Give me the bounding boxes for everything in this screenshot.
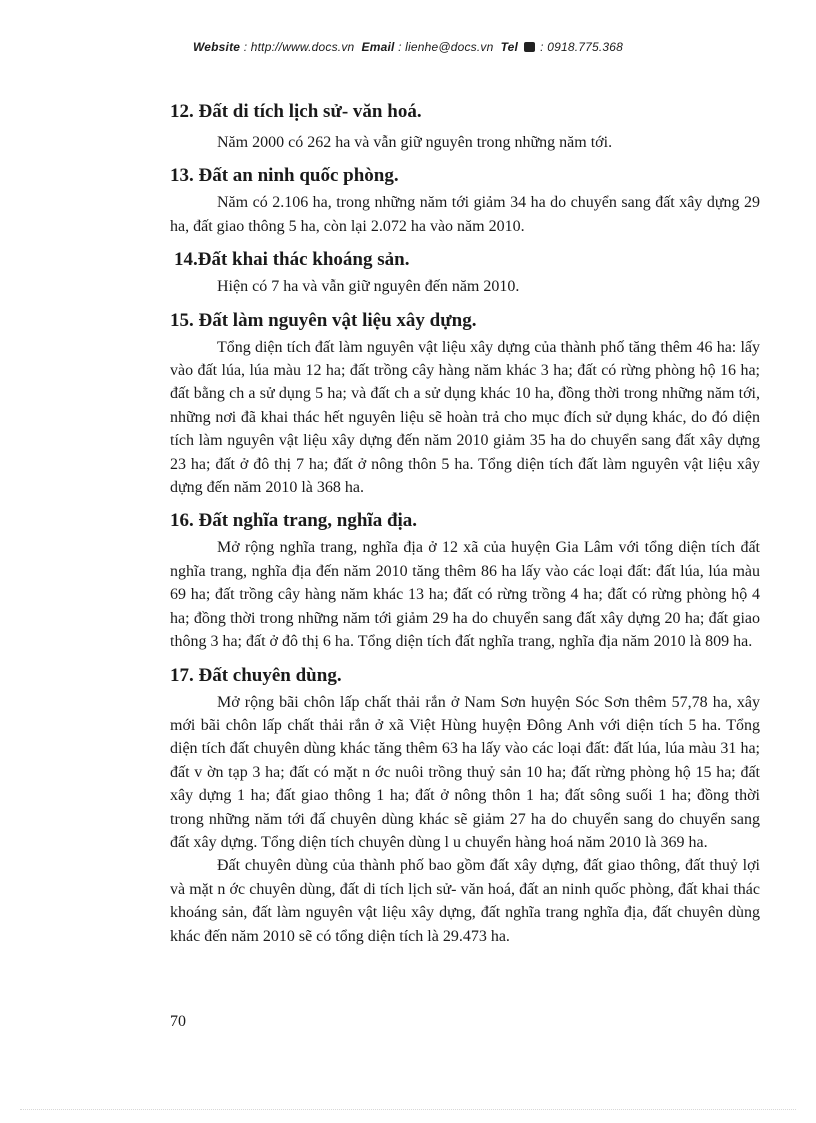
website-label: Website (192, 40, 241, 54)
section-text-17b: Đất chuyên dùng của thành phố bao gồm đất xây dựng, đất giao thông, đất thuỷ lợi và mặt n ớc chuyên dùng, đất di tích lịch sử- văn hoá, đất an ninh quốc phòng, đất khai thác khoáng sản, đất làm nguyên vật liệu xây dựng, đất nghĩa trang nghĩa địa, đất chuyên dùng khác đến năm 2010 sẽ có tổng diện tích là 29.473 ha. (170, 857, 760, 945)
page-number: 70 (170, 1013, 186, 1030)
section-heading-16: 16. Đất nghĩa trang, nghĩa địa. (170, 510, 418, 532)
section-heading-14: 14.Đất khai thác khoáng sản. (174, 249, 410, 271)
section-heading-13: 13. Đất an ninh quốc phòng. (170, 165, 399, 187)
tel-number: : 0918.775.368 (540, 40, 624, 54)
section-heading-17: 17. Đất chuyên dùng. (170, 664, 342, 686)
email-address[interactable]: : lienhe@docs.vn (398, 40, 494, 54)
section-heading-12: 12. Đất di tích lịch sử- văn hoá. (170, 101, 422, 122)
page-header (0, 40, 816, 54)
section-text-12: Năm 2000 có 262 ha và vẫn giữ nguyên trong những năm tới. (217, 134, 613, 151)
website-url[interactable]: : http://www.docs.vn (243, 40, 355, 54)
section-text-14: Hiện có 7 ha và vẫn giữ nguyên đến năm 2010. (217, 278, 520, 296)
document-body (170, 97, 760, 948)
section-heading-15: 15. Đất làm nguyên vật liệu xây dựng. (170, 309, 477, 331)
tel-label: Tel (500, 40, 519, 54)
section-text-16: Mở rộng nghĩa trang, nghĩa địa ở 12 xã của huyện Gia Lâm với tổng diện tích đất nghĩa trang, nghĩa địa đến năm 2010 tăng thêm 86 ha lấy vào các loại đất: đất lúa, lúa màu 69 ha; đất trồng cây hàng năm khác 13 ha; đất có rừng trồng 4 ha; đất có rừng phòng hộ 4 ha; đồng thời trong những năm tới giảm 29 ha do chuyển sang đất xây dựng 20 ha; đất giao thông 3 ha; đất ở đô thị 6 ha. Tổng diện tích đất nghĩa trang, nghĩa địa năm 2010 là 809 ha. (170, 539, 760, 651)
email-label: Email (361, 40, 395, 54)
section-text-17a: Mở rộng bãi chôn lấp chất thải rắn ở Nam Sơn huyện Sóc Sơn thêm 57,78 ha, xây mới bãi chôn lấp chất thải rắn ở xã Việt Hùng huyện Đông Anh với diện tích 5 ha. Tổng diện tích đất chuyên dùng khác tăng thêm 63 ha lấy vào các loại đất: đất lúa, lúa màu 31 ha; đất v ờn tạp 3 ha; đất có mặt n ớc nuôi trồng thuỷ sản 10 ha; đất rừng phòng hộ 15 ha; đất xây dựng 1 ha; đất giao thông 1 ha; đất ở nông thôn 1 ha; đất sông suối 1 ha; đồng thời trong những năm tới đấ chuyên dùng khác sẽ giảm 27 ha do chuyển sang do chuyển sang đất xây dựng. Tổng diện tích chuyên dùng l u chuyển hàng hoá năm 2010 là 369 ha. (170, 693, 760, 851)
section-text-15: Tổng diện tích đất làm nguyên vật liệu xây dựng của thành phố tăng thêm 46 ha: lấy vào đất lúa, lúa màu 12 ha; đất trồng cây hàng năm khác 3 ha; đất có rừng phòng hộ 16 ha; đất bằng ch a sử dụng 5 ha; và đất ch a sử dụng khác 10 ha, đồng thời trong những năm tới, những nơi đã khai thác hết nguyên liệu sẽ hoàn trả cho mục đích sử dụng khác, do đó diện tích làm nguyên vật liệu xây dựng đến năm 2010 giảm 35 ha do chuyển sang đất xây dựng 23 ha; đất ở đô thị 7 ha; đất ở nông thôn 5 ha. Tổng diện tích đất làm nguyên vật liệu xây dựng đến năm 2010 là 368 ha. (170, 338, 760, 497)
phone-icon (524, 42, 535, 52)
footer-divider (20, 1109, 796, 1110)
section-text-13: Năm có 2.106 ha, trong những năm tới giảm 34 ha do chuyển sang đất xây dựng 29 ha, đất giao thông 5 ha, còn lại 2.072 ha vào năm 2010. (170, 194, 760, 235)
